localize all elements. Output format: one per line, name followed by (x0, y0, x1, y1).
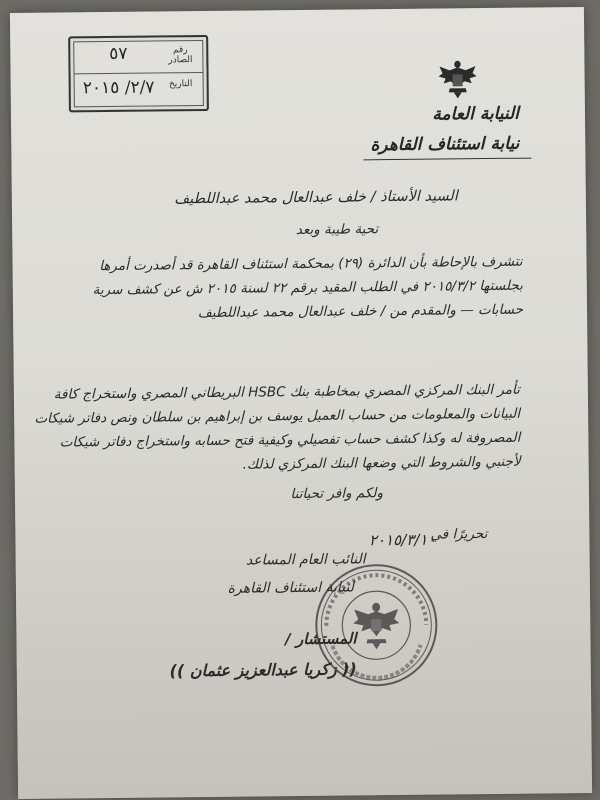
reference-box (68, 35, 209, 112)
addressee: السيد الأستاذ / خلف عبدالعال محمد عبداللطيف (174, 188, 458, 208)
header-title: النيابة العامة (432, 103, 520, 125)
issue-date-value: ٢٠١٥/٣/١٠ (368, 530, 436, 550)
signatory-rank: المستشار / (285, 629, 357, 649)
letter-page (10, 7, 592, 799)
signatory-office: لنيابة استئناف القاهرة (227, 579, 355, 597)
closing: ولكم وافر تحياتنا (290, 485, 384, 503)
reference-date-row (75, 73, 203, 107)
paragraph2-line4: لأجنبي والشروط التي وضعها البنك المركزي لذلك. (242, 453, 521, 473)
header-subtitle: نيابة استئناف القاهرة (370, 133, 520, 156)
paragraph2-line3: المصروفة له وكذا كشف حساب تفصيلي وكيفية فتح حسابه واستخراج دفاتر شيكات (59, 429, 521, 451)
issue-date-label: تحريرًا في (430, 526, 488, 543)
header-underline (363, 158, 531, 161)
paragraph2-line2: البيانات والمعلومات من حساب العميل يوسف بن إبراهيم بن سلطان ونص دفاتر شيكات (34, 405, 521, 427)
eagle-crest-icon (435, 56, 479, 100)
paragraph1-line3: حسابات — والمقدم من / خلف عبدالعال محمد عبداللطيف (197, 301, 524, 322)
paragraph1-line2: بجلستها ٢٠١٥/٣/٢ في الطلب المقيد برقم ٢٢ لسنة ٢٠١٥ ش عن كشف سرية (92, 277, 523, 299)
signatory-name: (( زكريا عبدالعزيز عثمان )) (169, 659, 357, 681)
paragraph1-line1: نتشرف بالإحاطة بأن الدائرة (٢٩) بمحكمة استئناف القاهرة قد أصدرت أمرها (99, 253, 523, 275)
reference-date-label: التاريخ (168, 79, 193, 90)
signatory-title: النائب العام المساعد (245, 551, 366, 569)
reference-number-row (74, 39, 202, 74)
reference-number-value: ٥٧ (109, 43, 128, 64)
reference-date-value: ٢/٧/ ٢٠١٥ (82, 77, 155, 99)
reference-number-label: رقم الصادر (168, 45, 193, 66)
greeting: تحية طيبة وبعد (295, 221, 379, 239)
paragraph2-line1: تأمر البنك المركزي المصري بمخاطبة بنك HSBC البريطاني المصري واستخراج كافة (53, 381, 520, 403)
